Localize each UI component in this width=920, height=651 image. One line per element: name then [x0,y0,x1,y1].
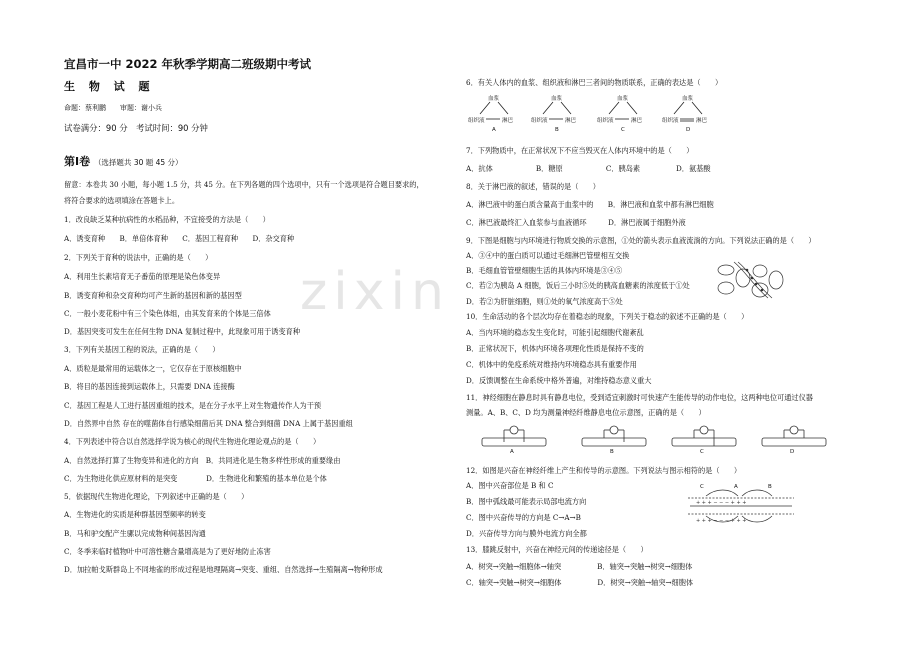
question-line: 12．如图是兴奋在神经纤维上产生和传导的示意图。下列说法与图示相符的是（ ） [466,466,742,475]
question-line: D．反馈调整在生命系统中格外普遍，对维持稳态意义重大 [466,376,652,385]
question-line: 11．神经细胞在静息时具有静息电位，受到适宜刺激时可快速产生能传导的动作电位，这两种电位可通过仪器 [466,393,813,402]
option-letter: A [492,127,496,133]
option-letter: C [621,127,625,133]
tissue-fluid-label: 组织液 [597,118,614,124]
question-line: D．若②为肝脏细胞，则①处的氧气浓度高于⑤处 [466,297,623,306]
tissue-fluid-label: 组织液 [531,118,548,124]
question-line: D．自然界中自然 存在的噬菌体自行感染细菌后其 DNA 整合到细菌 DNA 上属于基因重组 [64,419,353,428]
q12-figure [686,484,796,528]
question-line: A．自然选择打算了生物变异和进化的方向 B．共同进化是生物多样性形成的重要缘由 [64,456,341,465]
question-line: A．抗体 B．糖原 C．胰岛素 D．氨基酸 [466,164,711,173]
option-letter: C [700,449,704,455]
q9-cell-figure [716,258,786,304]
question-line: 7．下列物质中，在正常状况下不应当毁灭在人体内环境中的是（ ） [466,146,694,155]
question-line: C．机体中的免疫系统对维持内环境稳态具有重要作用 [466,360,637,369]
tissue-fluid-label: 组织液 [468,118,485,124]
option-letter: A [510,449,514,455]
question-line: C．图中兴奋传导的方向是 C→A→B [466,513,581,522]
question-line: C．基因工程是人工进行基因重组的技术，是在分子水平上对生物遗传作人为干预 [64,401,322,410]
q11-figure [480,424,870,454]
question-line: B．正常状况下，机体内环境各项理化性质是保持不变的 [466,344,644,353]
question-line: A．图中兴奋部位是 B 和 C [466,481,554,490]
lymph-label: 淋巴 [696,118,708,124]
question-line: C．若②为胰岛 A 细胞，饭后三小时⑤处的胰高血糖素的浓度低于①处 [466,281,690,290]
plasma-label: 血浆 [551,96,563,102]
question-line: C．为生物进化供应原材料的是突变 D．生物进化和繁殖的基本单位是个体 [64,474,327,483]
subject-title: 生 物 试 题 [64,80,155,93]
question-line: C．冬季来临时植物叶中可溶性糖含量增高是为了更好地防止冻害 [64,547,271,556]
authors: 命题：蔡利鹏 审题：谢小兵 [64,104,162,112]
question-line: 5．依据现代生物进化理论，下列叙述中正确的是（ ） [64,492,249,501]
point-label: C [700,484,704,490]
plasma-label: 血浆 [488,96,500,102]
question-line: A．③④中的蛋白质可以通过毛细淋巴管壁相互交换 [466,251,630,260]
q6-arrows [466,94,726,136]
question-line: B．将目的基因连接到运载体上，只需要 DNA 连接酶 [64,382,235,391]
question-line: D．加拉帕戈斯群岛上不同地雀的形成过程是地理隔离→突变、重组、自然选择→生殖隔离→物种形成 [64,565,383,574]
question-line: 9．下图是细胞与内环境进行物质交换的示意图，①处的箭头表示血液流淌的方向。下列说法正确的是（ ） [466,236,816,245]
question-line: B．图中弧线最可能表示局部电流方向 [466,497,587,506]
section-title: 第Ⅰ卷 [64,155,91,168]
question-line: B．诱变育种和杂交育种均可产生新的基因和新的基因型 [64,291,242,300]
question-line: A．生物进化的实质是种群基因型频率的转变 [64,510,206,519]
section-heading [64,157,183,167]
point-label: B [768,484,772,490]
lymph-label: 淋巴 [565,118,577,124]
exam-title: 宜昌市一中 2022 年秋季学期高二班级期中考试 [64,57,312,71]
score-time: 试卷满分：90 分 考试时间：90 分钟 [64,123,208,133]
question-line: 2．下列关于育种的说法中，正确的是（ ） [64,253,213,262]
option-letter: B [610,449,614,455]
question-line: 13．膝跳反射中，兴奋在神经元间的传递途径是（ ） [466,545,648,554]
question-line: C．一般小麦花粉中有三个染色体组，由其发育来的个体是三倍体 [64,309,271,318]
question-line: C．轴突→突触→树突→细胞体 D．树突→突触→轴突→细胞体 [466,578,694,587]
question-line: A．质粒是最常用的运载体之一，它仅存在于原核细胞中 [64,364,242,373]
option-letter: B [555,127,559,133]
question-line: 测量。A、B、C、D 均为测量神经纤维静息电位示意图，正确的是（ ） [466,408,706,417]
question-line: C．淋巴液最终汇入血浆参与血液循环 D．淋巴液属于细胞外液 [466,218,686,227]
instruction-line-2: 将符合要求的选项填涂在答题卡上。 [64,196,180,205]
question-line: A．树突→突触→细胞体→轴突 B．轴突→突触→树突→细胞体 [466,562,693,571]
lymph-label: 淋巴 [631,118,643,124]
lymph-label: 淋巴 [502,118,514,124]
question-line: 3．下列有关基因工程的说法，正确的是（ ） [64,345,220,354]
q6-figure [466,94,726,136]
nerve-fiber-diagram [686,484,796,528]
tissue-fluid-label: 组织液 [662,118,679,124]
question-line: B．马和驴交配产生骡以完成物种间基因沟通 [64,529,206,538]
question-line: A．诱变育种 B．单倍体育种 C．基因工程育种 D．杂交育种 [64,234,295,243]
point-label: A [734,484,738,490]
option-letter: D [790,449,795,455]
section-note: （选择题共 30 题 45 分） [93,158,183,167]
question-line: D．兴奋传导方向与膜外电流方向全都 [466,529,587,538]
electrometer-diagrams [480,424,870,454]
watermark: zixin [300,262,450,322]
instruction-line-1: 留意：本卷共 30 小题，每小题 1.5 分，共 45 分。在下列各题的四个选项中，只有一个选项是符合题目要求的， [64,180,424,189]
question-line: 6．有关人体内的血浆、组织液和淋巴三者间的物质联系，正确的表达是（ ） [466,78,723,87]
plasma-label: 血浆 [617,96,629,102]
question-line: D．基因突变可发生在任何生物 DNA 复制过程中，此现象可用于诱变育种 [64,327,301,336]
question-line: 8．关于淋巴液的叙述，错误的是（ ） [466,182,600,191]
plasma-label: 血浆 [682,96,694,102]
question-line: A．当内环境的稳态发生变化时，可能引起细胞代谢紊乱 [466,328,644,337]
option-letter: D [686,127,691,133]
question-line: B．毛细血管管壁细胞生活的具体内环境是③④⑤ [466,266,623,275]
svg-text:+ + + − − − + + +: + + + − − − + + + [696,500,747,506]
question-line: A．利用生长素培育无子番茄的原理是染色体变异 [64,272,221,281]
svg-text:+ + + − − − + + +: + + + − − − + + + [696,518,747,524]
question-line: 4．下列表述中符合以自然选择学说为核心的现代生物进化理论观点的是（ ） [64,437,321,446]
question-line: A．淋巴液中的蛋白质含量高于血浆中的 B．淋巴液和血浆中都有淋巴细胞 [466,200,714,209]
question-line: 1．改良缺乏某种抗病性的水稻品种，不宜接受的方法是（ ） [64,215,270,224]
question-line: 10．生命活动的各个层次均存在着稳态的现象，下列关于稳态的叙述不正确的是（ ） [466,312,749,321]
